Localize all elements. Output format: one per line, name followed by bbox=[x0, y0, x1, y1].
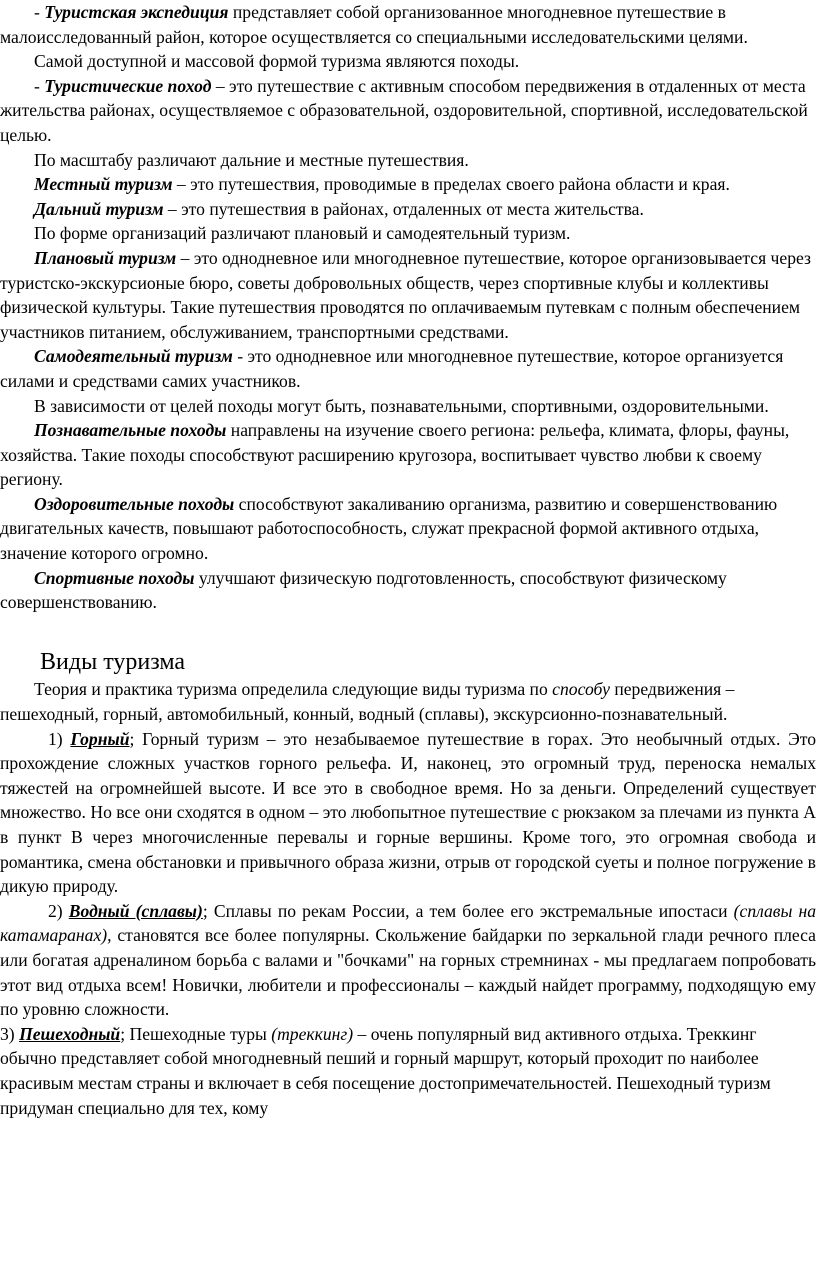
definition-expedition: представляет собой организованное многодневное путешествие в малоисследованный район, которое осуществляется со специальными исследовательскими целями. bbox=[0, 2, 748, 47]
term-amateur: Самодеятельный туризм bbox=[34, 346, 233, 367]
term-local: Местный туризм bbox=[34, 174, 173, 195]
paragraph-amateur bbox=[0, 344, 816, 393]
term-sport: Спортивные походы bbox=[34, 567, 195, 588]
definition-distant: – это путешествия в районах, отдаленных от места жительства. bbox=[163, 198, 644, 219]
definition-amateur: - это однодневное или многодневное путешествие, которое организуется силами и средствами самих участников. bbox=[0, 346, 784, 391]
text-goals: В зависимости от целей походы могут быть, познавательными, спортивными, оздоровительными. bbox=[34, 395, 769, 416]
definition-cognitive: направлены на изучение своего региона: рельефа, климата, флоры, фауны, хозяйства. Такие походы способствуют расширению кругозора, воспитывает чувство любви к своему региону. bbox=[0, 420, 790, 490]
paragraph-goals bbox=[0, 394, 816, 419]
text-scale: По масштабу различают дальние и местные путешествия. bbox=[34, 149, 469, 170]
blank-line bbox=[0, 615, 816, 640]
italic-walking: (треккинг) bbox=[271, 1023, 354, 1044]
term-health: Оздоровительные походы bbox=[34, 493, 235, 514]
text-mountain: ; Горный туризм – это незабываемое путешествие в горах. Это необычный отдых. Это прохождение сложных участков горного рельефа. И, наконец, это огромный труд, переноска немалых тяжестей на огромнейшей высоте. И все это в свободное время. Но за деньги. Определений существует множество. Но все они сходятся в одном – это любопытное путешествие с рюкзаком за плечами из пункта А в пункт В через многочисленные перевалы и горные вершины. Кроме того, это огромная свобода и романтика, смена обстановки и привычного образа жизни, отрыв от городской суеты и полное погружение в дикую природу. bbox=[0, 728, 816, 897]
intro-text: Теория и практика туризма определила следующие виды туризма по bbox=[34, 679, 553, 700]
paragraph-distant bbox=[0, 197, 816, 222]
definition-hike: – это путешествие с активным способом передвижения в отдаленных от места жительства районах, осуществляемое с образовательной, оздоровительной, спортивной, исследовательской целью. bbox=[0, 75, 808, 145]
list-item-mountain bbox=[0, 727, 816, 899]
definition-health: способствуют закаливанию организма, развитию и совершенствованию двигательных качеств, повышают работоспособность, служат прекрасной формой активного отдыха, значение которого огромно. bbox=[0, 493, 778, 564]
term-walking: Пешеходный bbox=[19, 1023, 121, 1044]
paragraph-sport bbox=[0, 566, 816, 615]
term-water: Водный (сплавы) bbox=[68, 900, 203, 921]
paragraph-local bbox=[0, 172, 816, 197]
text-org-form: По форме организаций различают плановый и самодеятельный туризм. bbox=[34, 223, 571, 244]
term-hike: Туристические поход bbox=[44, 75, 212, 96]
italic-water: (сплавы на катамаранах), bbox=[0, 900, 816, 946]
paragraph-cognitive bbox=[0, 418, 816, 492]
dash: - bbox=[34, 2, 45, 22]
item-number: 1) bbox=[48, 728, 71, 749]
paragraph-hike bbox=[0, 74, 816, 148]
term-mountain: Горный bbox=[70, 728, 130, 749]
paragraph-health bbox=[0, 492, 816, 566]
text-walking-rest: – очень популярный вид активного отдыха. Треккинг обычно представляет собой многодневный пеший и горный маршрут, который проходит по наиболее красивым местам страны и включает в себя посещение достопримечательностей. Пешеходный туризм придуман специально для тех, кому bbox=[0, 1023, 771, 1118]
text-water: ; Сплавы по рекам России, а тем более его экстремальные ипостаси bbox=[202, 900, 734, 921]
paragraph-expedition bbox=[0, 0, 816, 49]
paragraph-hikes-intro bbox=[0, 49, 816, 74]
term-distant: Дальний туризм bbox=[34, 198, 164, 219]
item-number: 2) bbox=[48, 900, 69, 921]
text-walking: ; Пешеходные туры bbox=[120, 1023, 272, 1044]
paragraph-scale bbox=[0, 148, 816, 173]
term-planned: Плановый туризм bbox=[34, 247, 177, 268]
intro-italic: способу bbox=[552, 679, 610, 700]
definition-sport: улучшают физическую подготовленность, способствуют физическому совершенствованию. bbox=[0, 567, 727, 613]
section-heading: Виды туризма bbox=[40, 649, 186, 676]
definition-planned: – это однодневное или многодневное путешествие, которое организовывается через туристско-экскурсионые бюро, советы добровольных обществ, через спортивные клубы и коллективы физической культуры. Такие путешествия проводятся по оплачиваемым путевкам с полным обеспечением участников питанием, обслуживанием, транспортными средствами. bbox=[0, 247, 811, 342]
paragraph-planned bbox=[0, 246, 816, 344]
term-expedition: Туристская экспедиция bbox=[44, 2, 229, 22]
term-cognitive: Познавательные походы bbox=[34, 420, 227, 441]
dash: - bbox=[34, 75, 45, 96]
intro-text-rest: передвижения – пешеходный, горный, автомобильный, конный, водный (сплавы), экскурсионно-познавательный. bbox=[0, 679, 735, 725]
text-hikes-intro: Самой доступной и массовой формой туризма являются походы. bbox=[34, 51, 520, 72]
definition-local: – это путешествия, проводимые в пределах своего района области и края. bbox=[172, 174, 730, 195]
paragraph-section-intro bbox=[0, 677, 816, 726]
list-item-walking bbox=[0, 1022, 816, 1120]
item-number: 3) bbox=[0, 1023, 20, 1044]
text-water-rest: становятся все более популярны. Скольжение байдарки по зеркальной глади речного плеса или богатая адреналином борьба с валами и "бочками" на горных стремнинах - мы предлагаем попробовать этот вид отдыха всем! Новички, любители и профессионалы – каждый найдет программу, подходящую ему по уровню сложности. bbox=[0, 925, 816, 1020]
list-item-water bbox=[0, 899, 816, 1022]
paragraph-org-form bbox=[0, 221, 816, 246]
